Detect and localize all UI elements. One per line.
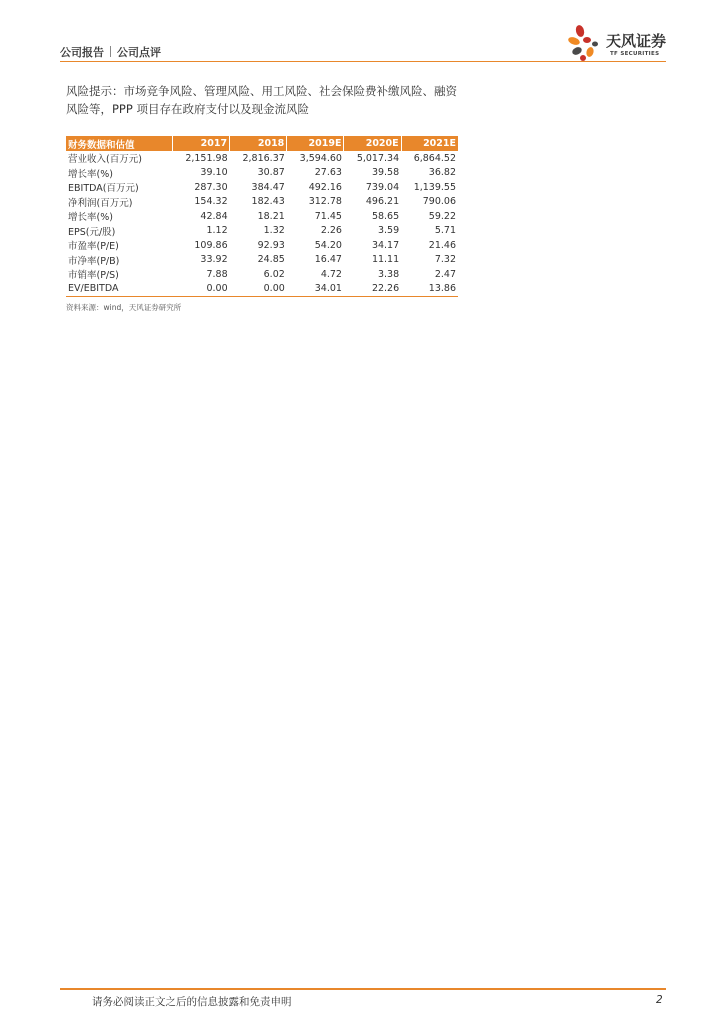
table-cell: 0.00 — [172, 282, 229, 297]
table-cell: 36.82 — [428, 167, 456, 179]
table-cell: 182.43 — [251, 196, 285, 208]
table-cell: 59.22 — [428, 210, 456, 222]
table-cell: 34.01 — [287, 282, 344, 297]
table-row — [66, 209, 458, 224]
disclaimer-text: 请务必阅读正文之后的信息披露和免责申明 — [92, 996, 292, 1008]
table-cell: 39.58 — [371, 167, 400, 179]
table-cell: 22.26 — [344, 282, 401, 297]
table-cell: 109.86 — [194, 239, 228, 251]
table-cell: 7.32 — [434, 254, 456, 266]
company-logo — [568, 24, 668, 62]
table-row — [66, 282, 458, 297]
table-cell: 496.21 — [365, 196, 400, 208]
table-cell: 2.26 — [320, 225, 342, 237]
table-cell: 营业收入(百万元) — [68, 154, 142, 166]
table-row — [66, 267, 458, 282]
data-source-note: 资料来源：wind，天风证券研究所 — [66, 303, 182, 312]
table-cell: 18.21 — [257, 210, 285, 222]
table-cell: EV/EBITDA — [66, 282, 172, 297]
table-cell: 2.47 — [434, 268, 456, 280]
table-cell: 2,151.98 — [185, 152, 228, 164]
table-row — [66, 238, 458, 253]
header-divider — [60, 61, 666, 62]
table-cell: 市净率(P/B) — [68, 255, 120, 267]
logo-name-en: TF SECURITIES — [610, 51, 660, 57]
risk-text: 市场竞争风险、管理风险、用工风险、社会保险费补缴风险、融资风险等，PPP 项目存在政府支付以及现金流风险 — [66, 84, 457, 116]
table-row — [66, 253, 458, 268]
table-cell: 312.78 — [308, 196, 342, 208]
table-cell: EPS(元/股) — [68, 226, 116, 238]
breadcrumb-divider — [110, 46, 111, 57]
table-cell: 21.46 — [428, 239, 456, 251]
table-header-cell: 财务数据和估值 — [66, 136, 172, 151]
table-row — [66, 166, 458, 181]
page-number: 2 — [656, 994, 663, 1006]
table-cell: 3.38 — [377, 268, 400, 280]
table-cell: 92.93 — [257, 239, 285, 251]
table-cell: 1.32 — [263, 225, 285, 237]
table-cell: 58.65 — [371, 210, 400, 222]
table-cell: 33.92 — [200, 254, 228, 266]
table-cell: 24.85 — [257, 254, 285, 266]
table-cell: 增长率(%) — [68, 212, 113, 224]
table-cell: 净利润(百万元) — [68, 197, 133, 209]
table-cell: 7.88 — [206, 268, 228, 280]
table-cell: 4.72 — [320, 268, 342, 280]
table-cell: 39.10 — [200, 167, 228, 179]
table-cell: 市销率(P/S) — [68, 270, 119, 282]
table-cell: 30.87 — [257, 167, 285, 179]
table-row — [66, 195, 458, 210]
table-cell: 384.47 — [251, 181, 285, 193]
table-row — [66, 151, 458, 166]
table-cell: 1,139.55 — [413, 181, 456, 193]
table-header-cell: 2018 — [230, 136, 287, 151]
table-cell: 1.12 — [206, 225, 228, 237]
table-cell: 6.02 — [263, 268, 285, 280]
footer-divider — [60, 988, 666, 990]
table-cell: 739.04 — [365, 181, 400, 193]
table-cell: 287.30 — [194, 181, 228, 193]
logo-name-cn: 天风证券 — [606, 32, 667, 50]
table-cell: 5.71 — [434, 225, 456, 237]
table-cell: 市盈率(P/E) — [68, 241, 119, 253]
table-cell: 3.59 — [377, 225, 400, 237]
financial-data-table — [66, 136, 458, 297]
table-cell: 3,594.60 — [299, 152, 342, 164]
table-cell: 16.47 — [314, 254, 342, 266]
table-cell: 增长率(%) — [68, 168, 113, 180]
table-header-cell: 2017 — [172, 136, 229, 151]
report-type-label: 公司报告 — [60, 46, 104, 59]
table-header-cell: 2020E — [344, 136, 401, 151]
table-header-cell: 2021E — [401, 136, 458, 151]
table-cell: EBITDA(百万元) — [68, 183, 139, 195]
table-cell: 154.32 — [194, 196, 228, 208]
table-cell: 6,864.52 — [413, 152, 456, 164]
table-header-row — [66, 136, 458, 151]
table-cell: 71.45 — [314, 210, 342, 222]
risk-label: 风险提示： — [66, 84, 124, 98]
report-breadcrumb — [60, 44, 161, 60]
table-cell: 54.20 — [314, 239, 342, 251]
table-cell: 492.16 — [308, 181, 342, 193]
flower-logo-icon — [568, 24, 604, 62]
table-cell: 27.63 — [314, 167, 342, 179]
table-cell: 790.06 — [422, 196, 456, 208]
table-cell: 34.17 — [371, 239, 400, 251]
table-cell: 42.84 — [200, 210, 228, 222]
table-cell: 11.11 — [371, 254, 400, 266]
table-header-cell: 2019E — [287, 136, 344, 151]
table-cell: 5,017.34 — [356, 152, 400, 164]
report-subtype-label: 公司点评 — [117, 46, 161, 59]
table-cell: 13.86 — [401, 282, 458, 297]
table-cell: 2,816.37 — [242, 152, 285, 164]
table-row — [66, 224, 458, 239]
table-cell: 0.00 — [230, 282, 287, 297]
table-row — [66, 180, 458, 195]
risk-notice — [66, 82, 466, 118]
